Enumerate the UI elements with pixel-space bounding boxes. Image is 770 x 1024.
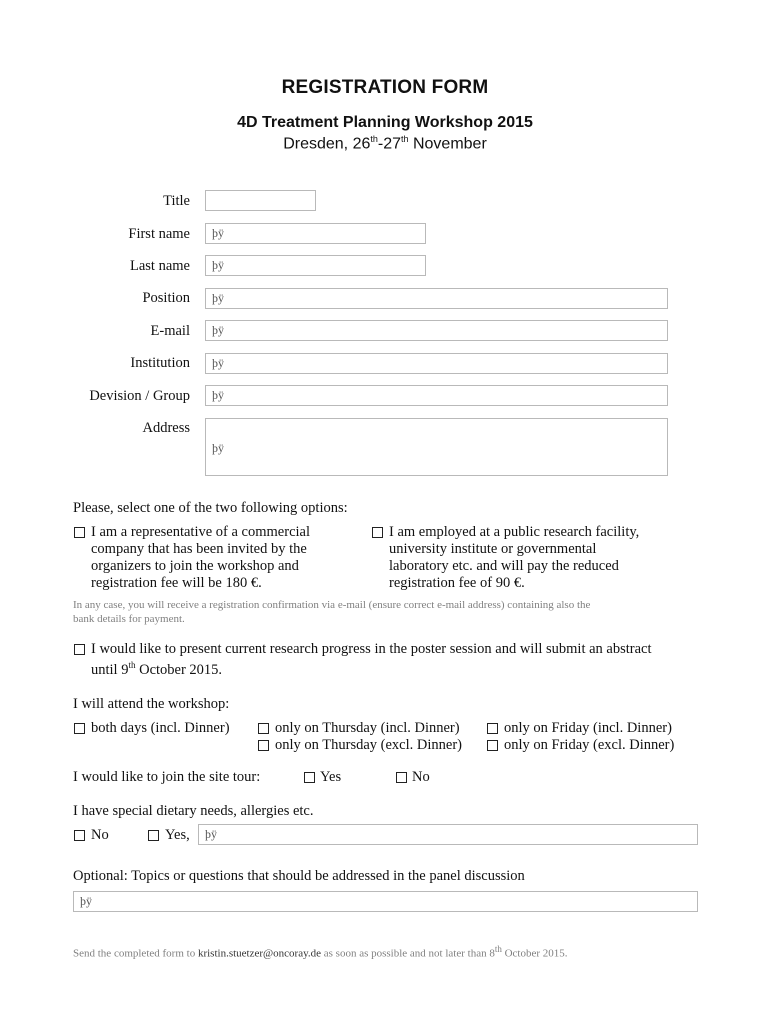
- position-label: Position: [142, 290, 190, 306]
- dietary-field[interactable]: þÿ: [198, 824, 698, 845]
- dietary-no-checkbox[interactable]: [74, 830, 85, 841]
- options-prompt: Please, select one of the two following options:: [73, 500, 348, 516]
- last-name-label: Last name: [130, 258, 190, 274]
- friday-incl-checkbox[interactable]: [487, 723, 498, 734]
- thursday-incl-label: only on Thursday (incl. Dinner): [275, 720, 460, 736]
- both-days-checkbox[interactable]: [74, 723, 85, 734]
- last-name-field[interactable]: þÿ: [205, 255, 426, 276]
- tour-no-checkbox[interactable]: [396, 772, 407, 783]
- title-field[interactable]: [205, 190, 316, 211]
- tour-yes-checkbox[interactable]: [304, 772, 315, 783]
- position-field[interactable]: þÿ: [205, 288, 668, 309]
- poster-text: I would like to present current research progress in the poster session and will submit an abstract: [91, 641, 652, 657]
- topics-field[interactable]: þÿ: [73, 891, 698, 912]
- public-checkbox[interactable]: [372, 527, 383, 538]
- institution-label: Institution: [130, 355, 190, 371]
- commercial-option-text: I am a representative of a commercial company that has been invited by the organizers to join the workshop and registration fee will be 180 €.: [91, 524, 310, 591]
- dietary-no-label: No: [91, 827, 109, 843]
- workshop-title: 4D Treatment Planning Workshop 2015: [237, 114, 533, 131]
- dietary-yes-checkbox[interactable]: [148, 830, 159, 841]
- dietary-yes-label: Yes,: [165, 827, 190, 843]
- friday-excl-label: only on Friday (excl. Dinner): [504, 737, 675, 753]
- title-label: Title: [163, 193, 190, 209]
- division-field[interactable]: þÿ: [205, 385, 668, 406]
- friday-excl-checkbox[interactable]: [487, 740, 498, 751]
- thursday-incl-checkbox[interactable]: [258, 723, 269, 734]
- division-label: Devision / Group: [89, 388, 190, 404]
- thursday-excl-label: only on Thursday (excl. Dinner): [275, 737, 462, 753]
- poster-checkbox[interactable]: [74, 644, 85, 655]
- tour-yes-label: Yes: [320, 769, 342, 785]
- workshop-date: Dresden, 26th-27th November: [283, 134, 487, 153]
- both-days-label: both days (incl. Dinner): [91, 720, 230, 736]
- dietary-prompt: I have special dietary needs, allergies etc.: [73, 803, 314, 819]
- topics-prompt: Optional: Topics or questions that should be addressed in the panel discussion: [73, 868, 525, 884]
- first-name-field[interactable]: þÿ: [205, 223, 426, 244]
- first-name-label: First name: [128, 226, 190, 242]
- address-label: Address: [142, 420, 190, 436]
- attend-prompt: I will attend the workshop:: [73, 696, 230, 712]
- contact-email-link[interactable]: kristin.stuetzer@oncoray.de: [197, 947, 321, 960]
- friday-incl-label: only on Friday (incl. Dinner): [504, 720, 672, 736]
- email-field[interactable]: þÿ: [205, 320, 668, 341]
- thursday-excl-checkbox[interactable]: [258, 740, 269, 751]
- address-field[interactable]: þÿ: [205, 418, 668, 476]
- commercial-checkbox[interactable]: [74, 527, 85, 538]
- public-option-text: I am employed at a public research facility, university institute or governmental laboratory etc. and will pay the reduced registration fee of 90 €.: [389, 524, 640, 591]
- tour-no-label: No: [412, 769, 430, 785]
- form-title: REGISTRATION FORM: [281, 77, 489, 98]
- email-label: E-mail: [150, 323, 190, 339]
- poster-deadline: until 9th October 2015.: [91, 660, 223, 678]
- payment-note: In any case, you will receive a registration confirmation via e-mail (ensure correct e-mail address) containing also the bank details for payment.: [73, 599, 591, 625]
- footer-note: Send the completed form to kristin.stuetzer@oncoray.de as soon as possible and not later than 8th October 2015.: [73, 944, 568, 960]
- tour-prompt: I would like to join the site tour:: [73, 769, 261, 785]
- institution-field[interactable]: þÿ: [205, 353, 668, 374]
